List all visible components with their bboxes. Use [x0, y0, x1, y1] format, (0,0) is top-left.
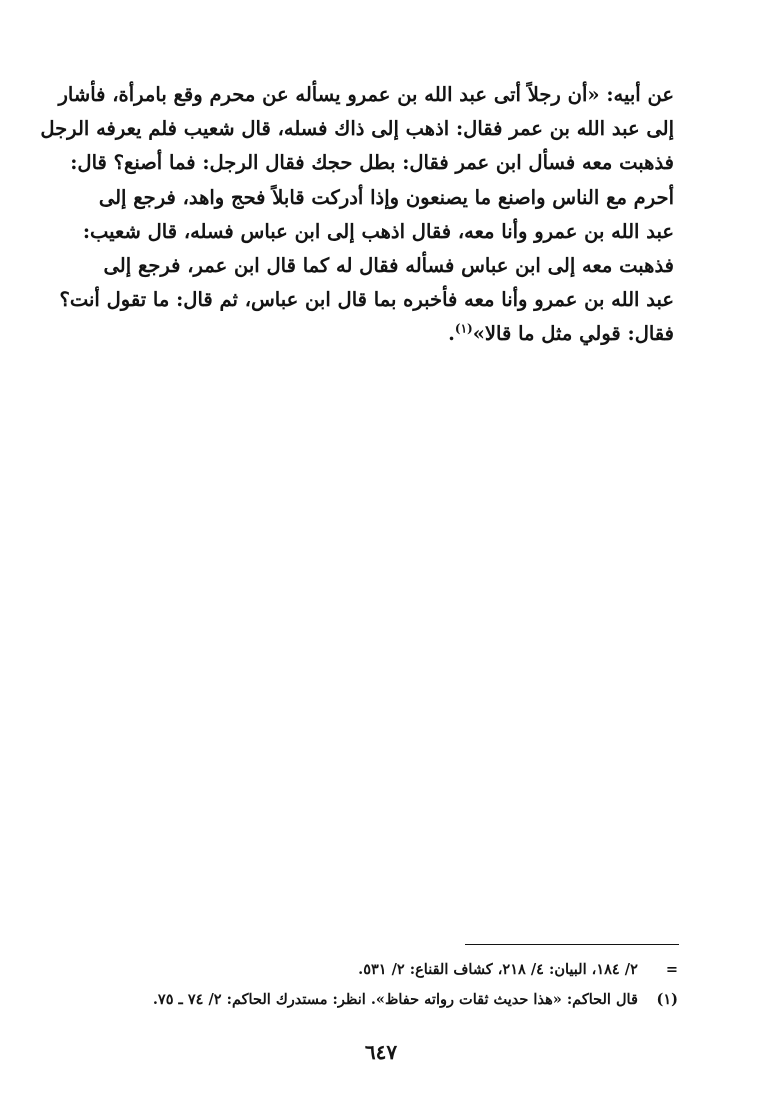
hadith-paragraph: [40, 78, 674, 352]
text-line-8: [78, 317, 674, 351]
footnotes-section: [78, 955, 678, 1015]
footnote-separator: [465, 944, 679, 945]
text-line-1: عن أبيه: «أن رجلاً أتى عبد الله بن عمرو يسأله عن محرم وقع بامرأة، فأشار: [58, 83, 674, 106]
main-text-block: [40, 78, 674, 352]
footnote-text: ٢/ ١٨٤، البيان: ٤/ ٢١٨، كشاف القناع: ٢/ ٥٣١.: [358, 961, 638, 978]
footnote-marker: (١): [656, 991, 678, 1008]
footnote-text: قال الحاكم: «هذا حديث ثقات رواته حفاظ». انظر: مستدرك الحاكم: ٢/ ٧٤ ـ ٧٥.: [152, 991, 638, 1008]
text-line-2: إلى عبد الله بن عمر فقال: اذهب إلى ذاك فسله، قال شعيب فلم يعرفه الرجل: [40, 117, 674, 141]
page-number: ٦٤٧: [364, 1040, 398, 1064]
text-line-7: عبد الله بن عمرو وأنا معه فأخبره بما قال ابن عباس، ثم قال: ما تقول أنت؟: [59, 288, 674, 312]
text-line-4: أحرم مع الناس واصنع ما يصنعون وإذا أدركت قابلاً فحج واهد، فرجع إلى: [98, 185, 674, 209]
footnote-1: [78, 985, 678, 1015]
footnote-reference[interactable]: (١): [454, 321, 473, 336]
text-line-3: فذهبت معه فسأل ابن عمر فقال: بطل حجك فقال الرجل: فما أصنع؟ قال:: [70, 151, 674, 175]
footnote-marker: =: [665, 961, 678, 978]
text-line-5: عبد الله بن عمرو وأنا معه، فقال اذهب إلى ابن عباس فسله، قال شعيب:: [82, 219, 674, 243]
text-line-6: فذهبت معه إلى ابن عباس فسأله فقال له كما قال ابن عمر، فرجع إلى: [103, 254, 674, 278]
footnote-continuation: [78, 955, 678, 985]
text-line-8-body: فقال: قولي مثل ما قالا»: [472, 322, 674, 346]
final-period: .: [448, 322, 455, 346]
